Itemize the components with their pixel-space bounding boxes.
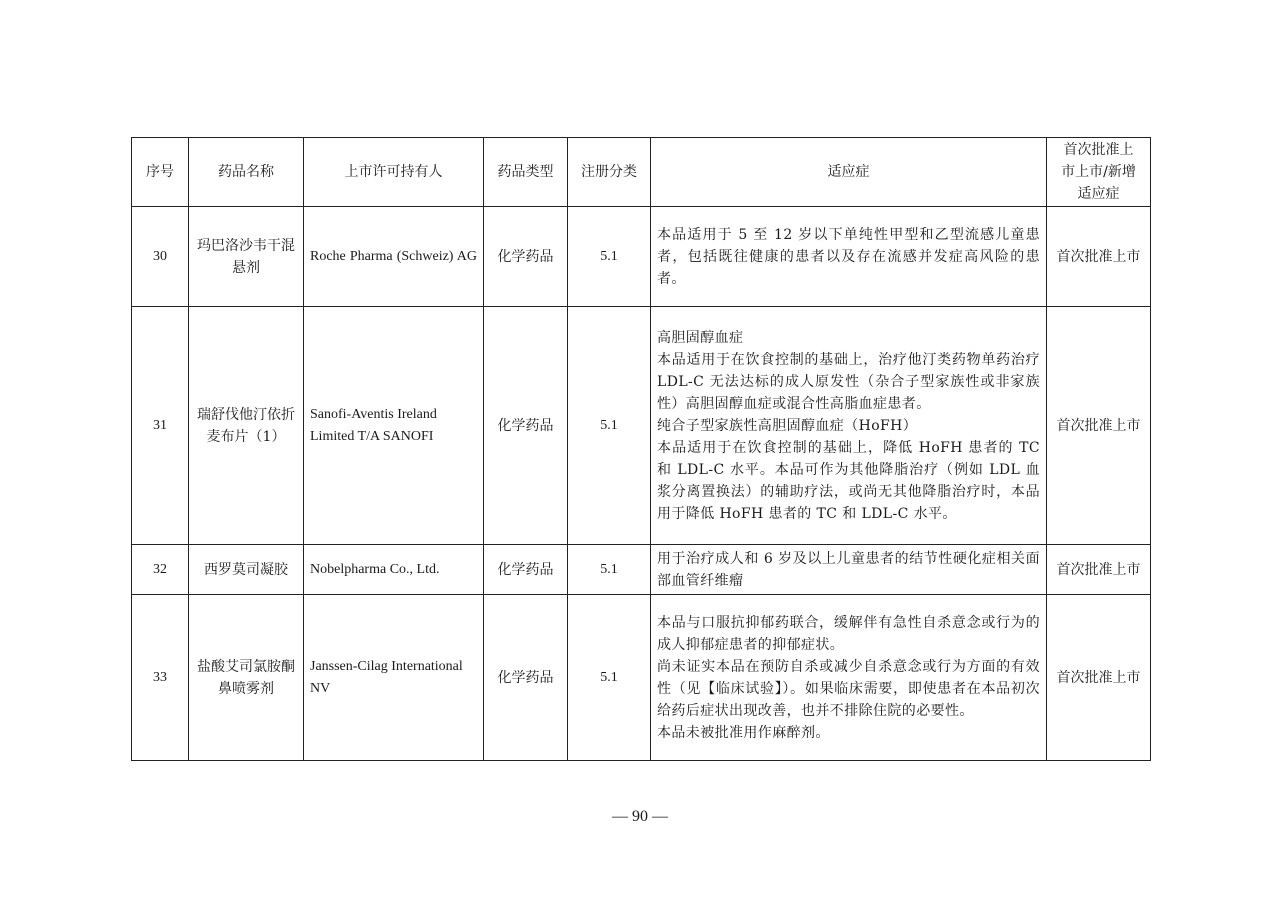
- header-no: 序号: [132, 138, 189, 207]
- row-indication: [651, 207, 1047, 307]
- table-row: [132, 207, 1151, 307]
- row-approval: 首次批准上市: [1047, 207, 1151, 307]
- row-approval: 首次批准上市: [1047, 595, 1151, 761]
- header-holder: 上市许可持有人: [304, 138, 484, 207]
- row-reg-class: 5.1: [568, 545, 651, 595]
- row-indication: [651, 307, 1047, 545]
- row-holder: Sanofi-Aventis Ireland Limited T/A SANOFI: [304, 307, 484, 545]
- row-drug-name: 西罗莫司凝胶: [189, 545, 304, 595]
- row-indication: [651, 545, 1047, 595]
- row-reg-class: 5.1: [568, 207, 651, 307]
- row-reg-class: 5.1: [568, 595, 651, 761]
- header-approval: 首次批准上 市上市/新增 适应症: [1047, 138, 1151, 207]
- row-indication: [651, 595, 1047, 761]
- table-row: [132, 307, 1151, 545]
- indication-paragraph: 本品与口服抗抑郁药联合，缓解伴有急性自杀意念或行为的成人抑郁症患者的抑郁症状。: [657, 614, 1040, 653]
- row-drug-type: 化学药品: [484, 207, 568, 307]
- row-approval: 首次批准上市: [1047, 545, 1151, 595]
- row-holder: Nobelpharma Co., Ltd.: [304, 545, 484, 595]
- header-drug-type: 药品类型: [484, 138, 568, 207]
- row-drug-name: 瑞舒伐他汀依折麦布片（1）: [189, 307, 304, 545]
- page-number: — 90 —: [612, 808, 668, 825]
- row-holder: Janssen-Cilag International NV: [304, 595, 484, 761]
- indication-paragraph: 高胆固醇血症: [657, 329, 744, 346]
- indication-paragraph: 本品适用于在饮食控制的基础上，治疗他汀类药物单药治疗 LDL-C 无法达标的成人原发性（杂合子型家族性或非家族性）高胆固醇血症或混合性高脂血症患者。: [657, 351, 1040, 412]
- indication-paragraph: 用于治疗成人和 6 岁及以上儿童患者的结节性硬化症相关面部血管纤维瘤: [657, 550, 1040, 589]
- drug-approval-table: [131, 137, 1151, 761]
- row-drug-name: 玛巴洛沙韦干混悬剂: [189, 207, 304, 307]
- indication-paragraph: 尚未证实本品在预防自杀或减少自杀意念或行为方面的有效性（见【临床试验】）。如果临床需要，即使患者在本品初次给药后症状出现改善，也并不排除住院的必要性。: [657, 658, 1040, 719]
- header-indication: 适应症: [651, 138, 1047, 207]
- row-drug-name: 盐酸艾司氯胺酮鼻喷雾剂: [189, 595, 304, 761]
- table-row: [132, 595, 1151, 761]
- row-reg-class: 5.1: [568, 307, 651, 545]
- row-holder: Roche Pharma (Schweiz) AG: [304, 207, 484, 307]
- row-drug-type: 化学药品: [484, 595, 568, 761]
- indication-paragraph: 本品适用于 5 至 12 岁以下单纯性甲型和乙型流感儿童患者，包括既往健康的患者以及存在流感并发症高风险的患者。: [657, 226, 1040, 287]
- indication-paragraph: 本品适用于在饮食控制的基础上，降低 HoFH 患者的 TC 和 LDL-C 水平。本品可作为其他降脂治疗（例如 LDL 血浆分离置换法）的辅助疗法，或尚无其他降脂治疗时，本品用于降低 HoFH 患者的 TC 和 LDL-C 水平。: [657, 439, 1040, 522]
- header-drug-name: 药品名称: [189, 138, 304, 207]
- row-drug-type: 化学药品: [484, 307, 568, 545]
- row-no: 32: [132, 545, 189, 595]
- indication-paragraph: 本品未被批准用作麻醉剂。: [657, 724, 830, 741]
- row-no: 31: [132, 307, 189, 545]
- row-no: 33: [132, 595, 189, 761]
- header-reg-class: 注册分类: [568, 138, 651, 207]
- row-drug-type: 化学药品: [484, 545, 568, 595]
- row-no: 30: [132, 207, 189, 307]
- indication-paragraph: 纯合子型家族性高胆固醇血症（HoFH）: [657, 417, 918, 434]
- row-approval: 首次批准上市: [1047, 307, 1151, 545]
- table-header-row: [132, 138, 1151, 207]
- table-row: [132, 545, 1151, 595]
